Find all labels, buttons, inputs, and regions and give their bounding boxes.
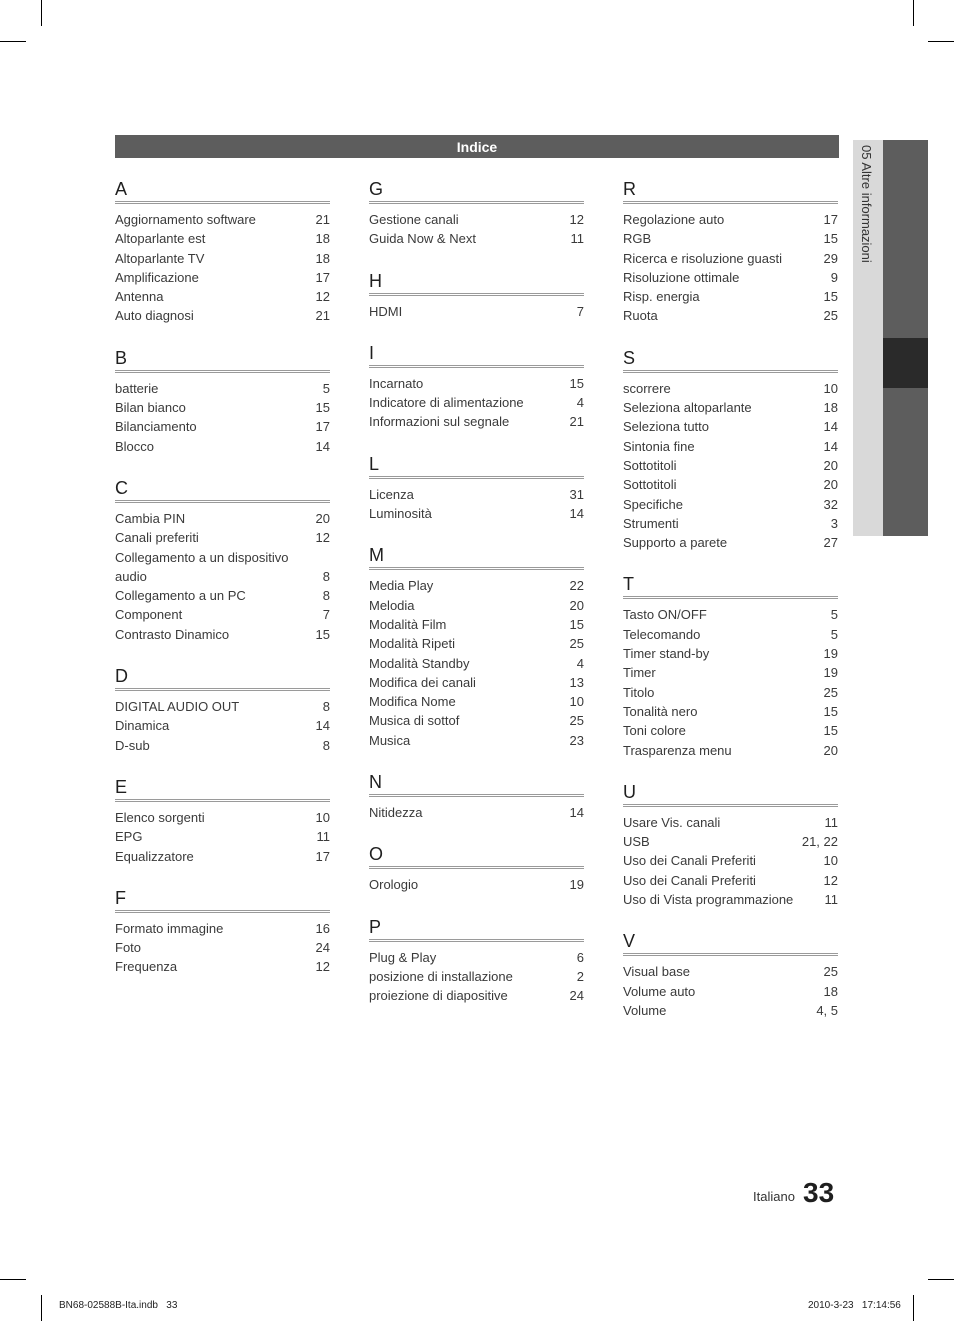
crop-mark xyxy=(41,1295,42,1321)
entry-page: 4 xyxy=(576,655,584,671)
entry-page: 2 xyxy=(576,968,584,984)
entry-term: Gestione canali xyxy=(369,212,459,227)
entry-page: 8 xyxy=(322,568,330,584)
index-entry xyxy=(115,249,330,268)
entry-term: Plug & Play xyxy=(369,949,437,965)
entry-page: 21 xyxy=(315,212,330,227)
index-entry xyxy=(623,398,838,417)
index-entry xyxy=(115,528,330,547)
index-entry xyxy=(369,654,584,673)
index-entry xyxy=(623,475,838,494)
section-letter: M xyxy=(369,544,584,570)
index-entry xyxy=(115,697,330,716)
index-entry xyxy=(623,962,838,981)
index-entry xyxy=(623,1001,838,1020)
index-entry xyxy=(623,871,838,890)
entry-term: Strumenti xyxy=(623,515,679,531)
entry-term: Usare Vis. canali xyxy=(623,814,721,830)
section-letter: G xyxy=(369,178,584,204)
entry-page: 24 xyxy=(569,988,584,1004)
entry-page: 20 xyxy=(569,597,584,613)
index-section-t xyxy=(623,573,838,759)
section-letter: I xyxy=(369,342,584,368)
entry-term: Volume xyxy=(623,1002,667,1018)
entry-page: 17 xyxy=(315,269,330,285)
entry-term: DIGITAL AUDIO OUT xyxy=(115,699,240,715)
index-entry xyxy=(623,210,838,229)
entry-term: Foto xyxy=(115,940,142,956)
section-letter: N xyxy=(369,771,584,797)
index-entry xyxy=(369,967,584,986)
entry-page: 14 xyxy=(823,419,838,435)
index-entry xyxy=(115,437,330,456)
entry-page: 25 xyxy=(823,684,838,700)
section-letter: U xyxy=(623,781,838,807)
index-section-d xyxy=(115,665,330,755)
section-letter: E xyxy=(115,776,330,802)
crop-mark xyxy=(0,1279,26,1280)
index-section-b xyxy=(115,347,330,456)
entry-page: 13 xyxy=(569,674,584,690)
entry-term: Modalità Ripeti xyxy=(369,636,455,652)
entry-term: Incarnato xyxy=(369,375,424,391)
index-entry xyxy=(369,673,584,692)
index-entry xyxy=(623,982,838,1001)
index-section-p xyxy=(369,916,584,1006)
entry-term: Tonalità nero xyxy=(623,703,698,719)
entry-term: Altoparlante est xyxy=(115,231,206,247)
entry-term: Indicatore di alimentazione xyxy=(369,395,524,411)
section-letter: L xyxy=(369,453,584,479)
entry-term: HDMI xyxy=(369,303,403,319)
index-entry xyxy=(369,731,584,750)
entry-term: Risp. energia xyxy=(623,289,700,305)
entry-term: Sintonia fine xyxy=(623,438,695,454)
crop-mark xyxy=(928,41,954,42)
entry-page: 15 xyxy=(315,400,330,416)
entry-term: Uso dei Canali Preferiti xyxy=(623,853,756,869)
entry-term: scorrere xyxy=(623,380,671,396)
index-entry xyxy=(623,268,838,287)
index-entry xyxy=(623,625,838,644)
entry-page: 29 xyxy=(823,250,838,266)
side-tab-label: 05 Altre informazioni xyxy=(859,145,874,263)
entry-term: Nitidezza xyxy=(369,805,423,821)
entry-term: Musica di sottof xyxy=(369,713,460,729)
entry-page: 12 xyxy=(315,530,330,546)
entry-term: Canali preferiti xyxy=(115,530,199,546)
entry-page: 5 xyxy=(830,626,838,642)
entry-page: 12 xyxy=(569,212,584,227)
entry-page: 10 xyxy=(315,809,330,825)
index-entry xyxy=(115,229,330,248)
index-entry xyxy=(623,417,838,436)
entry-term: D-sub xyxy=(115,737,150,753)
index-entry xyxy=(623,644,838,663)
section-letter: O xyxy=(369,843,584,869)
entry-page: 7 xyxy=(576,303,584,319)
entry-term: Elenco sorgenti xyxy=(115,809,205,825)
index-entry xyxy=(369,210,584,229)
entry-page: 10 xyxy=(569,694,584,710)
entry-page: 19 xyxy=(823,665,838,681)
entry-term: Equalizzatore xyxy=(115,848,194,864)
entry-page: 18 xyxy=(315,250,330,266)
page-title: Indice xyxy=(115,135,839,158)
entry-term: Melodia xyxy=(369,597,415,613)
entry-page: 15 xyxy=(569,616,584,632)
entry-term: batterie xyxy=(115,380,159,396)
entry-page: 3 xyxy=(830,515,838,531)
index-entry xyxy=(623,514,838,533)
crop-mark xyxy=(0,41,26,42)
section-letter: A xyxy=(115,178,330,204)
index-entry xyxy=(115,379,330,398)
index-entry xyxy=(623,379,838,398)
index-entry xyxy=(369,229,584,248)
entry-page: 20 xyxy=(315,510,330,526)
index-entry xyxy=(623,456,838,475)
entry-term: Uso dei Canali Preferiti xyxy=(623,872,756,888)
index-entry xyxy=(369,948,584,967)
entry-term: Orologio xyxy=(369,877,419,893)
index-entry xyxy=(115,605,330,624)
entry-term: Seleziona tutto xyxy=(623,419,710,435)
index-entry xyxy=(115,625,330,644)
index-section-h xyxy=(369,270,584,321)
index-entry xyxy=(115,808,330,827)
entry-page: 14 xyxy=(569,805,584,821)
index-entry xyxy=(623,533,838,552)
index-entry xyxy=(115,210,330,229)
entry-page: 25 xyxy=(823,964,838,980)
crop-mark xyxy=(928,1279,954,1280)
index-section-a xyxy=(115,178,330,326)
section-letter: D xyxy=(115,665,330,691)
entry-page: 5 xyxy=(830,607,838,623)
entry-page: 4, 5 xyxy=(816,1002,838,1018)
entry-term: Luminosità xyxy=(369,506,432,522)
index-section-m xyxy=(369,544,584,750)
index-entry xyxy=(115,938,330,957)
entry-term: Musica xyxy=(369,732,411,748)
entry-term: Telecomando xyxy=(623,626,701,642)
entry-term: Timer xyxy=(623,665,656,681)
entry-page: 15 xyxy=(823,231,838,247)
index-entry xyxy=(623,495,838,514)
index-entry xyxy=(623,437,838,456)
entry-term: Informazioni sul segnale xyxy=(369,414,510,430)
entry-page: 15 xyxy=(569,375,584,391)
index-entry xyxy=(623,663,838,682)
index-entry xyxy=(115,919,330,938)
entry-term: USB xyxy=(623,834,650,850)
entry-term: Component xyxy=(115,607,183,623)
index-section-f xyxy=(115,887,330,977)
index-entry xyxy=(369,485,584,504)
entry-term: proiezione di diapositive xyxy=(369,988,508,1004)
entry-page: 20 xyxy=(823,457,838,473)
entry-page: 18 xyxy=(315,231,330,247)
index-entry xyxy=(369,711,584,730)
entry-page: 8 xyxy=(322,699,330,715)
index-column-1 xyxy=(115,178,330,998)
entry-term: Collegamento a un PC xyxy=(115,588,246,604)
index-entry xyxy=(115,827,330,846)
index-entry xyxy=(115,398,330,417)
index-entry xyxy=(623,832,838,851)
entry-term: Sottotitoli xyxy=(623,457,677,473)
index-entry xyxy=(369,615,584,634)
entry-page: 15 xyxy=(823,723,838,739)
index-entry xyxy=(115,847,330,866)
entry-term: Formato immagine xyxy=(115,920,224,936)
entry-page: 8 xyxy=(322,737,330,753)
entry-page: 25 xyxy=(569,636,584,652)
entry-page: 14 xyxy=(315,438,330,454)
entry-page: 12 xyxy=(315,959,330,975)
index-entry xyxy=(115,736,330,755)
entry-term: Amplificazione xyxy=(115,269,199,285)
section-letter: T xyxy=(623,573,838,599)
index-section-v xyxy=(623,930,838,1020)
entry-page: 10 xyxy=(823,853,838,869)
entry-page: 16 xyxy=(315,920,330,936)
entry-term: Altoparlante TV xyxy=(115,250,205,266)
entry-term: Titolo xyxy=(623,684,655,700)
entry-term: Specifiche xyxy=(623,496,683,512)
entry-term: Sottotitoli xyxy=(623,477,677,493)
entry-term: Trasparenza menu xyxy=(623,742,732,758)
entry-page: 22 xyxy=(569,578,584,594)
entry-term: EPG xyxy=(115,829,143,845)
index-entry xyxy=(115,509,330,528)
entry-term: Collegamento a un dispositivo xyxy=(115,549,289,565)
entry-page: 11 xyxy=(824,892,838,908)
index-entry xyxy=(623,287,838,306)
section-letter: V xyxy=(623,930,838,956)
entry-page xyxy=(324,548,330,567)
index-section-r xyxy=(623,178,838,326)
entry-term: Ruota xyxy=(623,308,658,324)
entry-term: posizione di installazione xyxy=(369,968,513,984)
index-entry xyxy=(623,851,838,870)
entry-term: Uso di Vista programmazione xyxy=(623,892,794,908)
entry-term: Bilan bianco xyxy=(115,400,186,416)
entry-term: Blocco xyxy=(115,438,155,454)
index-section-n xyxy=(369,771,584,822)
entry-term: Risoluzione ottimale xyxy=(623,269,740,285)
index-entry xyxy=(623,813,838,832)
index-entry xyxy=(115,716,330,735)
side-tab-marker xyxy=(883,338,928,388)
entry-term: Modalità Standby xyxy=(369,655,470,671)
entry-page: 21 xyxy=(569,414,584,430)
entry-page: 23 xyxy=(569,732,584,748)
entry-page: 17 xyxy=(823,212,838,227)
index-entry xyxy=(623,741,838,760)
entry-term: Media Play xyxy=(369,578,434,594)
entry-page: 25 xyxy=(569,713,584,729)
index-entry xyxy=(369,875,584,894)
entry-term: Regolazione auto xyxy=(623,212,725,227)
entry-page: 8 xyxy=(322,588,330,604)
entry-page: 20 xyxy=(823,477,838,493)
entry-page: 21, 22 xyxy=(801,834,838,850)
index-entry xyxy=(369,374,584,393)
entry-term: Guida Now & Next xyxy=(369,231,476,247)
index-entry xyxy=(623,229,838,248)
entry-page: 18 xyxy=(823,400,838,416)
page-number: 33 xyxy=(803,1177,835,1208)
section-letter: H xyxy=(369,270,584,296)
index-entry xyxy=(115,268,330,287)
index-column-2 xyxy=(369,178,584,1027)
index-entry xyxy=(623,702,838,721)
entry-page: 12 xyxy=(315,289,330,305)
index-entry xyxy=(369,692,584,711)
entry-term: Supporto a parete xyxy=(623,535,728,551)
index-entry xyxy=(115,287,330,306)
index-entry xyxy=(115,957,330,976)
index-section-l xyxy=(369,453,584,524)
index-section-o xyxy=(369,843,584,894)
entry-term: Bilanciamento xyxy=(115,419,197,435)
entry-page: 17 xyxy=(315,848,330,864)
entry-term: Contrasto Dinamico xyxy=(115,626,230,642)
index-entry xyxy=(115,417,330,436)
entry-term: Auto diagnosi xyxy=(115,308,194,324)
index-entry xyxy=(369,393,584,412)
entry-page: 20 xyxy=(823,742,838,758)
entry-page: 5 xyxy=(322,380,330,396)
index-section-s xyxy=(623,347,838,553)
entry-page: 19 xyxy=(569,877,584,893)
index-entry xyxy=(623,249,838,268)
entry-term: audio xyxy=(115,568,147,584)
entry-page: 6 xyxy=(576,949,584,965)
entry-page: 11 xyxy=(824,814,838,830)
entry-page: 31 xyxy=(569,486,584,502)
entry-page: 7 xyxy=(322,607,330,623)
entry-term: Licenza xyxy=(369,486,414,502)
entry-term: Ricerca e risoluzione guasti xyxy=(623,250,782,266)
index-section-g xyxy=(369,178,584,249)
index-entry xyxy=(115,548,330,567)
entry-page: 25 xyxy=(823,308,838,324)
entry-page: 14 xyxy=(569,506,584,522)
imprint-file: BN68-02588B-Ita.indb 33 xyxy=(59,1300,178,1311)
entry-page: 11 xyxy=(316,829,330,845)
index-entry xyxy=(623,721,838,740)
entry-page: 12 xyxy=(823,872,838,888)
entry-term: Tasto ON/OFF xyxy=(623,607,707,623)
entry-page: 14 xyxy=(315,718,330,734)
crop-mark xyxy=(913,1295,914,1321)
index-entry xyxy=(115,567,330,586)
section-letter: R xyxy=(623,178,838,204)
index-section-e xyxy=(115,776,330,866)
entry-page: 15 xyxy=(315,626,330,642)
index-entry xyxy=(369,302,584,321)
index-entry xyxy=(623,890,838,909)
section-letter: P xyxy=(369,916,584,942)
entry-term: Modifica Nome xyxy=(369,694,456,710)
index-entry xyxy=(623,306,838,325)
entry-term: Aggiornamento software xyxy=(115,212,256,227)
imprint-date: 2010-3-23 17:14:56 xyxy=(808,1300,901,1311)
entry-page: 18 xyxy=(823,983,838,999)
section-letter: S xyxy=(623,347,838,373)
entry-term: Toni colore xyxy=(623,723,686,739)
index-column-3 xyxy=(623,178,838,1041)
section-letter: B xyxy=(115,347,330,373)
index-entry xyxy=(115,306,330,325)
crop-mark xyxy=(913,0,914,26)
entry-term: Volume auto xyxy=(623,983,696,999)
entry-term: Frequenza xyxy=(115,959,178,975)
index-entry xyxy=(115,586,330,605)
footer-language: Italiano xyxy=(753,1189,795,1204)
entry-term: RGB xyxy=(623,231,652,247)
index-section-c xyxy=(115,477,330,644)
index-entry xyxy=(623,605,838,624)
entry-term: Seleziona altoparlante xyxy=(623,400,752,416)
entry-term: Timer stand-by xyxy=(623,646,710,662)
entry-page: 10 xyxy=(823,380,838,396)
entry-page: 21 xyxy=(315,308,330,324)
index-entry xyxy=(369,986,584,1005)
entry-page: 14 xyxy=(823,438,838,454)
entry-term: Modalità Film xyxy=(369,616,447,632)
entry-page: 15 xyxy=(823,289,838,305)
entry-page: 32 xyxy=(823,496,838,512)
entry-term: Modifica dei canali xyxy=(369,674,476,690)
entry-term: Cambia PIN xyxy=(115,510,186,526)
entry-page: 4 xyxy=(576,395,584,411)
index-section-u xyxy=(623,781,838,909)
entry-page: 17 xyxy=(315,419,330,435)
entry-page: 15 xyxy=(823,703,838,719)
index-entry xyxy=(369,412,584,431)
entry-term: Dinamica xyxy=(115,718,170,734)
index-entry xyxy=(623,683,838,702)
index-entry xyxy=(369,596,584,615)
section-letter: C xyxy=(115,477,330,503)
entry-page: 11 xyxy=(570,231,584,247)
entry-page: 9 xyxy=(830,269,838,285)
section-letter: F xyxy=(115,887,330,913)
entry-term: Visual base xyxy=(623,964,690,980)
entry-term: Antenna xyxy=(115,289,164,305)
index-section-i xyxy=(369,342,584,432)
entry-page: 27 xyxy=(823,535,838,551)
crop-mark xyxy=(41,0,42,26)
index-entry xyxy=(369,576,584,595)
entry-page: 24 xyxy=(315,940,330,956)
index-entry xyxy=(369,504,584,523)
index-entry xyxy=(369,634,584,653)
entry-page: 19 xyxy=(823,646,838,662)
index-entry xyxy=(369,803,584,822)
